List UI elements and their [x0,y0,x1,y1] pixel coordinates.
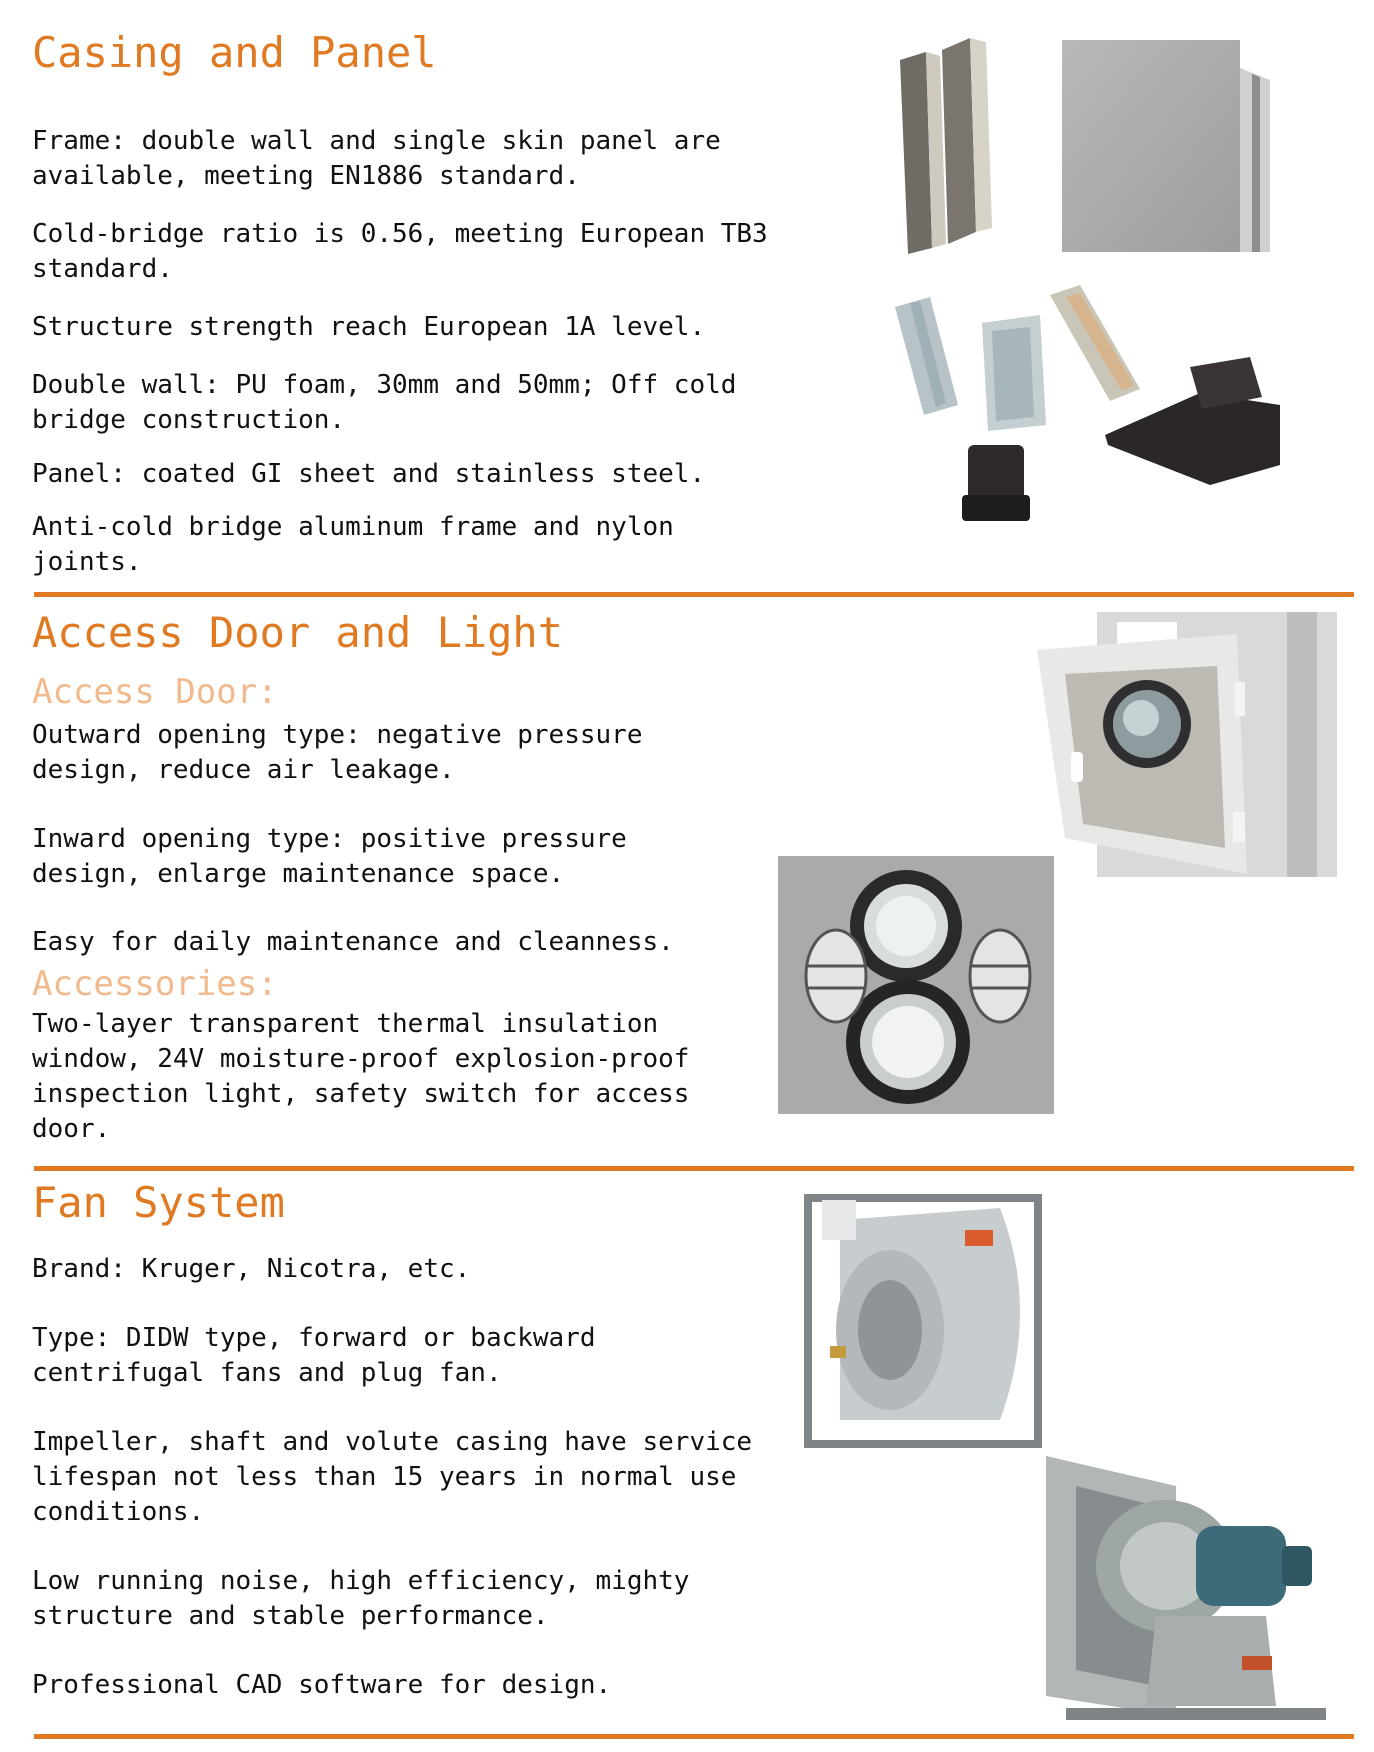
access-outward-text: Outward opening type: negative pressure design, reduce air leakage. [32,720,643,785]
didw-fan-image [800,1190,1045,1452]
casing-panel-text: Panel: coated GI sheet and stainless steel. [32,459,706,489]
panel-sample-image [890,30,1340,255]
fan-brand-text: Brand: Kruger, Nicotra, etc. [32,1254,471,1284]
section-divider-1 [34,592,1354,597]
access-door-subtitle: Access Door: [32,672,278,712]
casing-frame-joints-text: Anti-cold bridge aluminum frame and nylon joints. [32,512,674,577]
accessories-text: Two-layer transparent thermal insulation window, 24V moisture-proof explosion-proof inspection light, safety switch for access door. [32,1009,690,1144]
section-divider-2 [34,1166,1354,1171]
casing-frame-text: Frame: double wall and single skin panel are available, meeting EN1886 standard. [32,126,721,191]
access-door-image [1037,612,1337,877]
fan-lifespan-text: Impeller, shaft and volute casing have service lifespan not less than 15 years in normal use conditions. [32,1427,753,1527]
accessories-subtitle: Accessories: [32,964,278,1004]
fan-type-text: Type: DIDW type, forward or backward centrifugal fans and plug fan. [32,1323,596,1388]
plug-fan-image [1046,1446,1330,1732]
section-title-casing: Casing and Panel [32,28,437,77]
aluminum-frame-profiles-image [890,285,1290,540]
casing-double-wall-text: Double wall: PU foam, 30mm and 50mm; Off cold bridge construction. [32,370,737,435]
casing-cold-bridge-text: Cold-bridge ratio is 0.56, meeting European TB3 standard. [32,219,768,284]
section-title-access: Access Door and Light [32,608,564,657]
section-title-fan: Fan System [32,1178,285,1227]
accessories-image [778,856,1054,1114]
fan-noise-text: Low running noise, high efficiency, mighty structure and stable performance. [32,1566,690,1631]
section-divider-3 [34,1734,1354,1739]
fan-cad-text: Professional CAD software for design. [32,1670,612,1700]
access-maintenance-text: Easy for daily maintenance and cleanness. [32,927,674,957]
access-inward-text: Inward opening type: positive pressure design, enlarge maintenance space. [32,824,627,889]
casing-strength-text: Structure strength reach European 1A level. [32,312,706,342]
